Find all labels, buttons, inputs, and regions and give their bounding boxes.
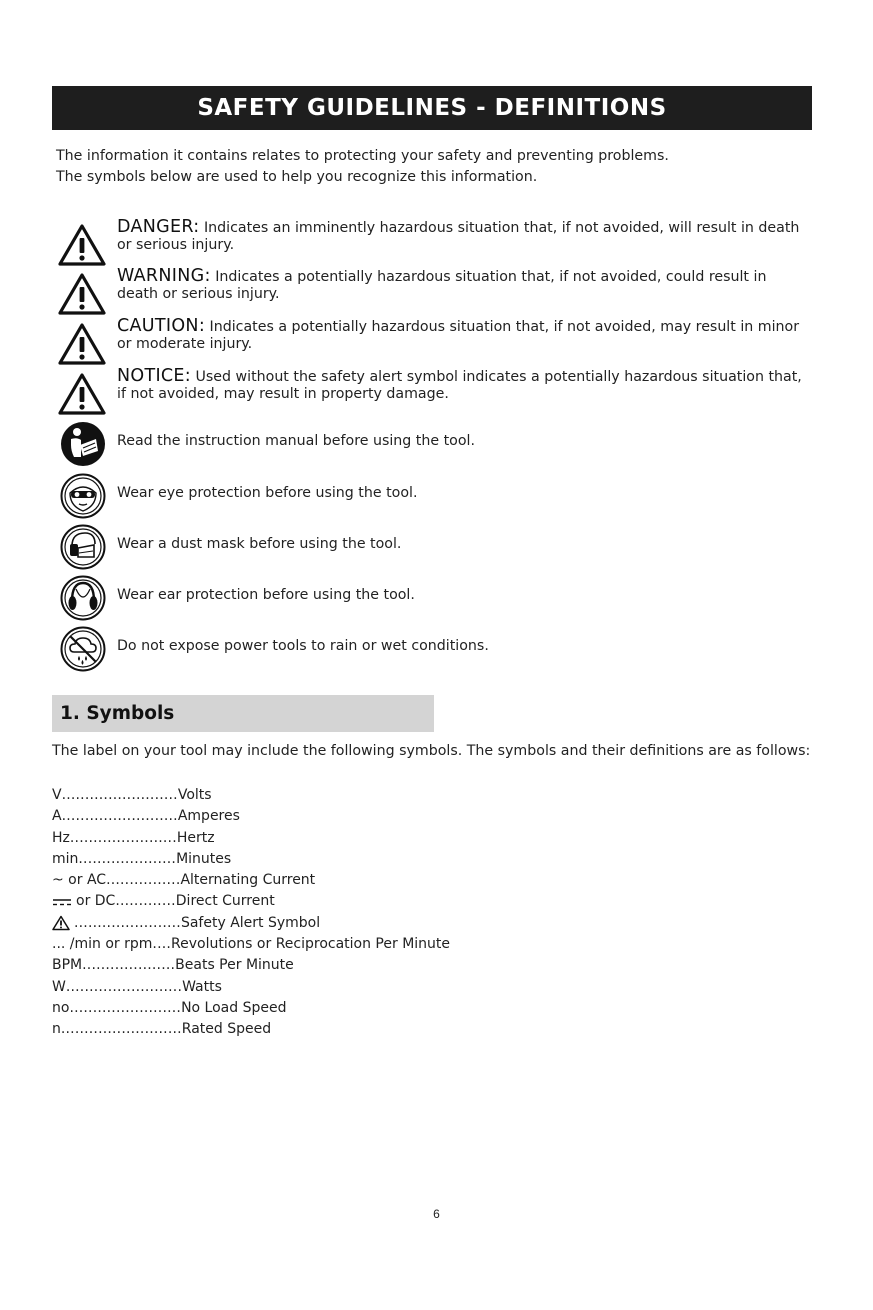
leader-dots: ......................... <box>61 808 178 825</box>
symbol-ear-protection <box>60 575 820 621</box>
leader-dots: ................ <box>106 872 181 889</box>
leader-dots: ............. <box>115 893 176 910</box>
definition-body: Indicates a potentially hazardous situation that, if not avoided, may result in minor or moderate injury. <box>117 319 800 352</box>
symbol-no-rain <box>60 626 820 672</box>
symbol-text: Read the instruction manual before using the tool. <box>117 433 475 449</box>
symbol-term: A <box>52 808 62 825</box>
list-item <box>52 849 450 870</box>
eye-protection-icon <box>60 473 106 519</box>
symbol-read-manual <box>60 421 820 467</box>
list-item <box>52 785 450 806</box>
symbol-meaning: No Load Speed <box>181 999 287 1016</box>
symbol-meaning: Alternating Current <box>180 872 316 889</box>
symbol-term: n <box>52 1021 61 1038</box>
leader-dots: ......................... <box>61 787 178 803</box>
definition-body: Indicates a potentially hazardous situation that, if not avoided, could result in death or serious injury. <box>117 269 767 302</box>
list-item <box>52 934 450 955</box>
symbol-term <box>52 915 74 931</box>
symbol-term: Hz <box>52 829 70 846</box>
symbol-meaning: Safety Alert Symbol <box>180 914 321 931</box>
leader-dots: ........................ <box>69 999 182 1016</box>
list-item <box>52 998 450 1019</box>
list-item <box>52 828 450 849</box>
list-item <box>52 1019 450 1040</box>
list-item <box>52 955 450 976</box>
list-item <box>52 891 450 912</box>
symbol-meaning: Hertz <box>176 829 215 846</box>
symbol-list <box>52 785 450 1041</box>
section-intro: The label on your tool may include the following symbols. The symbols and their definitions are as follows: <box>52 743 811 759</box>
symbol-meaning: Watts <box>182 978 222 995</box>
symbol-term: ... /min or rpm <box>52 936 153 953</box>
definition-keyword: CAUTION: <box>117 316 206 336</box>
safety-alert-icon <box>52 915 70 931</box>
symbol-dust-mask <box>60 524 820 570</box>
symbol-term: W <box>52 978 66 995</box>
symbol-term-text: or DC <box>76 893 116 910</box>
dust-mask-icon <box>60 524 106 570</box>
symbol-meaning: Beats Per Minute <box>175 957 294 974</box>
symbol-term <box>52 891 115 912</box>
symbol-meaning: Revolutions or Reciprocation Per Minute <box>171 936 451 953</box>
symbol-meaning: Direct Current <box>175 893 275 910</box>
leader-dots: .... <box>152 936 172 953</box>
intro-line: The information it contains relates to protecting your safety and preventing problems. <box>56 148 669 164</box>
leader-dots: .......................... <box>60 1021 182 1038</box>
symbol-meaning: Volts <box>177 787 212 803</box>
warning-triangle-icon <box>58 272 106 316</box>
list-item <box>52 870 450 891</box>
symbol-text: Do not expose power tools to rain or wet conditions. <box>117 638 489 654</box>
definition-keyword: NOTICE: <box>117 366 191 386</box>
symbol-term: BPM <box>52 957 83 974</box>
leader-dots: .................... <box>82 957 176 974</box>
leader-dots: ..................... <box>78 850 177 867</box>
list-item <box>52 977 450 998</box>
symbol-text: Wear eye protection before using the tool. <box>117 485 418 501</box>
definition-body: Indicates an imminently hazardous situation that, if not avoided, will result in death or serious injury. <box>117 220 800 253</box>
list-item <box>52 806 450 827</box>
definition-text <box>117 219 807 253</box>
no-rain-icon <box>60 626 106 672</box>
warning-triangle-icon <box>58 372 106 416</box>
intro-line: The symbols below are used to help you recognize this information. <box>56 169 538 185</box>
definition-text <box>117 268 807 302</box>
intro-text <box>56 146 816 188</box>
leader-dots: ....................... <box>69 829 177 846</box>
symbol-term: V <box>52 787 62 803</box>
definition-keyword: DANGER: <box>117 217 200 237</box>
read-manual-icon <box>60 421 106 467</box>
symbol-term: min <box>52 850 79 867</box>
leader-dots: ....................... <box>74 914 181 931</box>
symbol-meaning: Amperes <box>177 808 240 825</box>
symbol-meaning: Minutes <box>176 850 232 867</box>
ear-protection-icon <box>60 575 106 621</box>
definition-text <box>117 318 807 352</box>
warning-triangle-icon <box>58 322 106 366</box>
symbol-text: Wear a dust mask before using the tool. <box>117 536 402 552</box>
symbol-text: Wear ear protection before using the tool. <box>117 587 415 603</box>
section-heading: 1. Symbols <box>52 695 434 732</box>
definition-body: Used without the safety alert symbol indicates a potentially hazardous situation that, if not avoided, may result in property damage. <box>117 369 802 402</box>
definition-text <box>117 368 807 402</box>
symbol-term: ~ or AC <box>52 872 107 889</box>
symbol-eye-protection <box>60 473 820 519</box>
page-title: SAFETY GUIDELINES - DEFINITIONS <box>52 86 812 130</box>
leader-dots: ......................... <box>65 978 183 995</box>
symbol-term: no <box>52 999 70 1016</box>
list-item <box>52 913 450 934</box>
warning-triangle-icon <box>58 223 106 267</box>
direct-current-icon <box>52 897 72 907</box>
definition-keyword: WARNING: <box>117 266 211 286</box>
page-number: 6 <box>433 1207 440 1221</box>
symbol-meaning: Rated Speed <box>181 1021 272 1038</box>
